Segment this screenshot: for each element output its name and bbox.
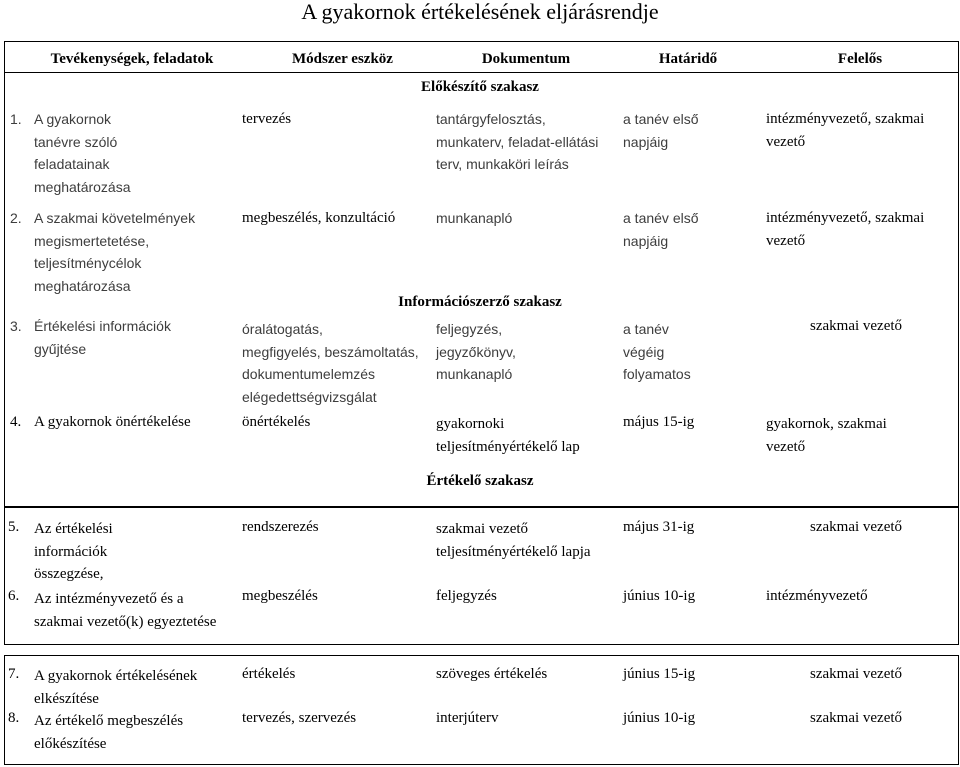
table-top-border xyxy=(4,41,959,42)
row1-num: 1. xyxy=(10,111,22,127)
row2-method: megbeszélés, konzultáció xyxy=(242,210,396,226)
row5-num: 5. xyxy=(8,519,20,535)
row8-responsible: szakmai vezető xyxy=(810,710,903,726)
header-tasks: Tevékenységek, feladatok xyxy=(50,51,214,67)
row5-responsible: szakmai vezető xyxy=(810,519,903,535)
third-part-top-border xyxy=(4,655,959,656)
row7-num: 7. xyxy=(8,666,20,682)
row6-task: Az intézményvezető és a szakmai vezető(k) egyeztetése xyxy=(34,591,217,630)
row4-document: gyakornoki teljesítményértékelő lap xyxy=(436,416,580,455)
part3-right-border xyxy=(958,655,959,765)
part2-right-border xyxy=(958,507,959,645)
header-method: Módszer eszköz xyxy=(292,51,393,67)
second-part-bottom-border xyxy=(4,644,959,645)
row1-method: tervezés xyxy=(242,111,292,127)
row6-responsible: intézményvezető xyxy=(766,588,868,604)
row7-method: értékelés xyxy=(242,666,296,682)
row1-deadline: a tanév első napjáig xyxy=(623,111,699,150)
row7-responsible: szakmai vezető xyxy=(810,666,903,682)
row8-document: interjúterv xyxy=(436,710,499,726)
row8-num: 8. xyxy=(8,710,20,726)
row4-num: 4. xyxy=(10,414,22,430)
row2-document: munkanapló xyxy=(436,210,513,226)
row3-deadline: a tanév végéig folyamatos xyxy=(623,321,691,382)
table-right-border xyxy=(958,41,959,507)
row7-document: szöveges értékelés xyxy=(436,666,548,682)
document-title: A gyakornok értékelésének eljárásrendje xyxy=(301,0,659,24)
row5-deadline: május 31-ig xyxy=(623,519,695,535)
section-evaluation: Értékelő szakasz xyxy=(426,473,534,489)
row1-task: A gyakornok tanévre szóló feladatainak meghatározása xyxy=(34,111,131,195)
row4-responsible: gyakornok, szakmai vezető xyxy=(766,416,887,455)
row5-method: rendszerezés xyxy=(242,519,319,535)
row8-task: Az értékelő megbeszélés előkészítése xyxy=(34,713,184,752)
row3-responsible: szakmai vezető xyxy=(810,318,903,334)
row5-task: Az értékelési információk összegzése, xyxy=(34,521,113,582)
row2-num: 2. xyxy=(10,210,22,226)
row4-deadline: május 15-ig xyxy=(623,414,695,430)
row5-document: szakmai vezető teljesítményértékelő lapja xyxy=(436,521,591,560)
header-deadline: Határidő xyxy=(658,51,718,67)
row4-task: A gyakornok önértékelése xyxy=(34,414,191,430)
row1-responsible: intézményvezető, szakmai vezető xyxy=(766,111,925,150)
section-preparatory: Előkészítő szakasz xyxy=(421,79,539,95)
row7-deadline: június 15-ig xyxy=(623,666,696,682)
row6-method: megbeszélés xyxy=(242,588,318,604)
row7-task: A gyakornok értékelésének elkészítése xyxy=(34,668,198,707)
row6-document: feljegyzés xyxy=(436,588,497,604)
row6-deadline: június 10-ig xyxy=(623,588,696,604)
part3-left-border xyxy=(4,655,5,765)
row6-num: 6. xyxy=(8,588,20,604)
row2-deadline: a tanév első napjáig xyxy=(623,210,699,249)
part2-left-border xyxy=(4,507,5,645)
row2-responsible: intézményvezető, szakmai vezető xyxy=(766,210,925,249)
row2-task: A szakmai követelmények megismertetetése, teljesítménycélok meghatározása xyxy=(34,210,196,294)
section-information-gathering: Információszerző szakasz xyxy=(398,294,562,310)
table-bottom-border xyxy=(4,764,959,765)
row3-document: feljegyzés, jegyzőkönyv, munkanapló xyxy=(436,321,516,382)
second-part-top-border xyxy=(4,507,959,508)
header-responsible: Felelős xyxy=(837,51,883,67)
row3-method: óralátogatás, megfigyelés, beszámoltatás, dokumentumelemzés elégedettségvizsgálat xyxy=(242,321,419,405)
table-left-border xyxy=(4,41,5,507)
row4-method: önértékelés xyxy=(242,414,311,430)
row8-method: tervezés, szervezés xyxy=(242,710,357,726)
row8-deadline: június 10-ig xyxy=(623,710,696,726)
header-document: Dokumentum xyxy=(481,51,571,67)
row1-document: tantárgyfelosztás, munkaterv, feladat-ellátási terv, munkaköri leírás xyxy=(436,111,599,172)
row3-task: Értékelési információk gyűjtése xyxy=(34,318,171,357)
header-bottom-border xyxy=(4,72,959,73)
row3-num: 3. xyxy=(10,318,22,334)
